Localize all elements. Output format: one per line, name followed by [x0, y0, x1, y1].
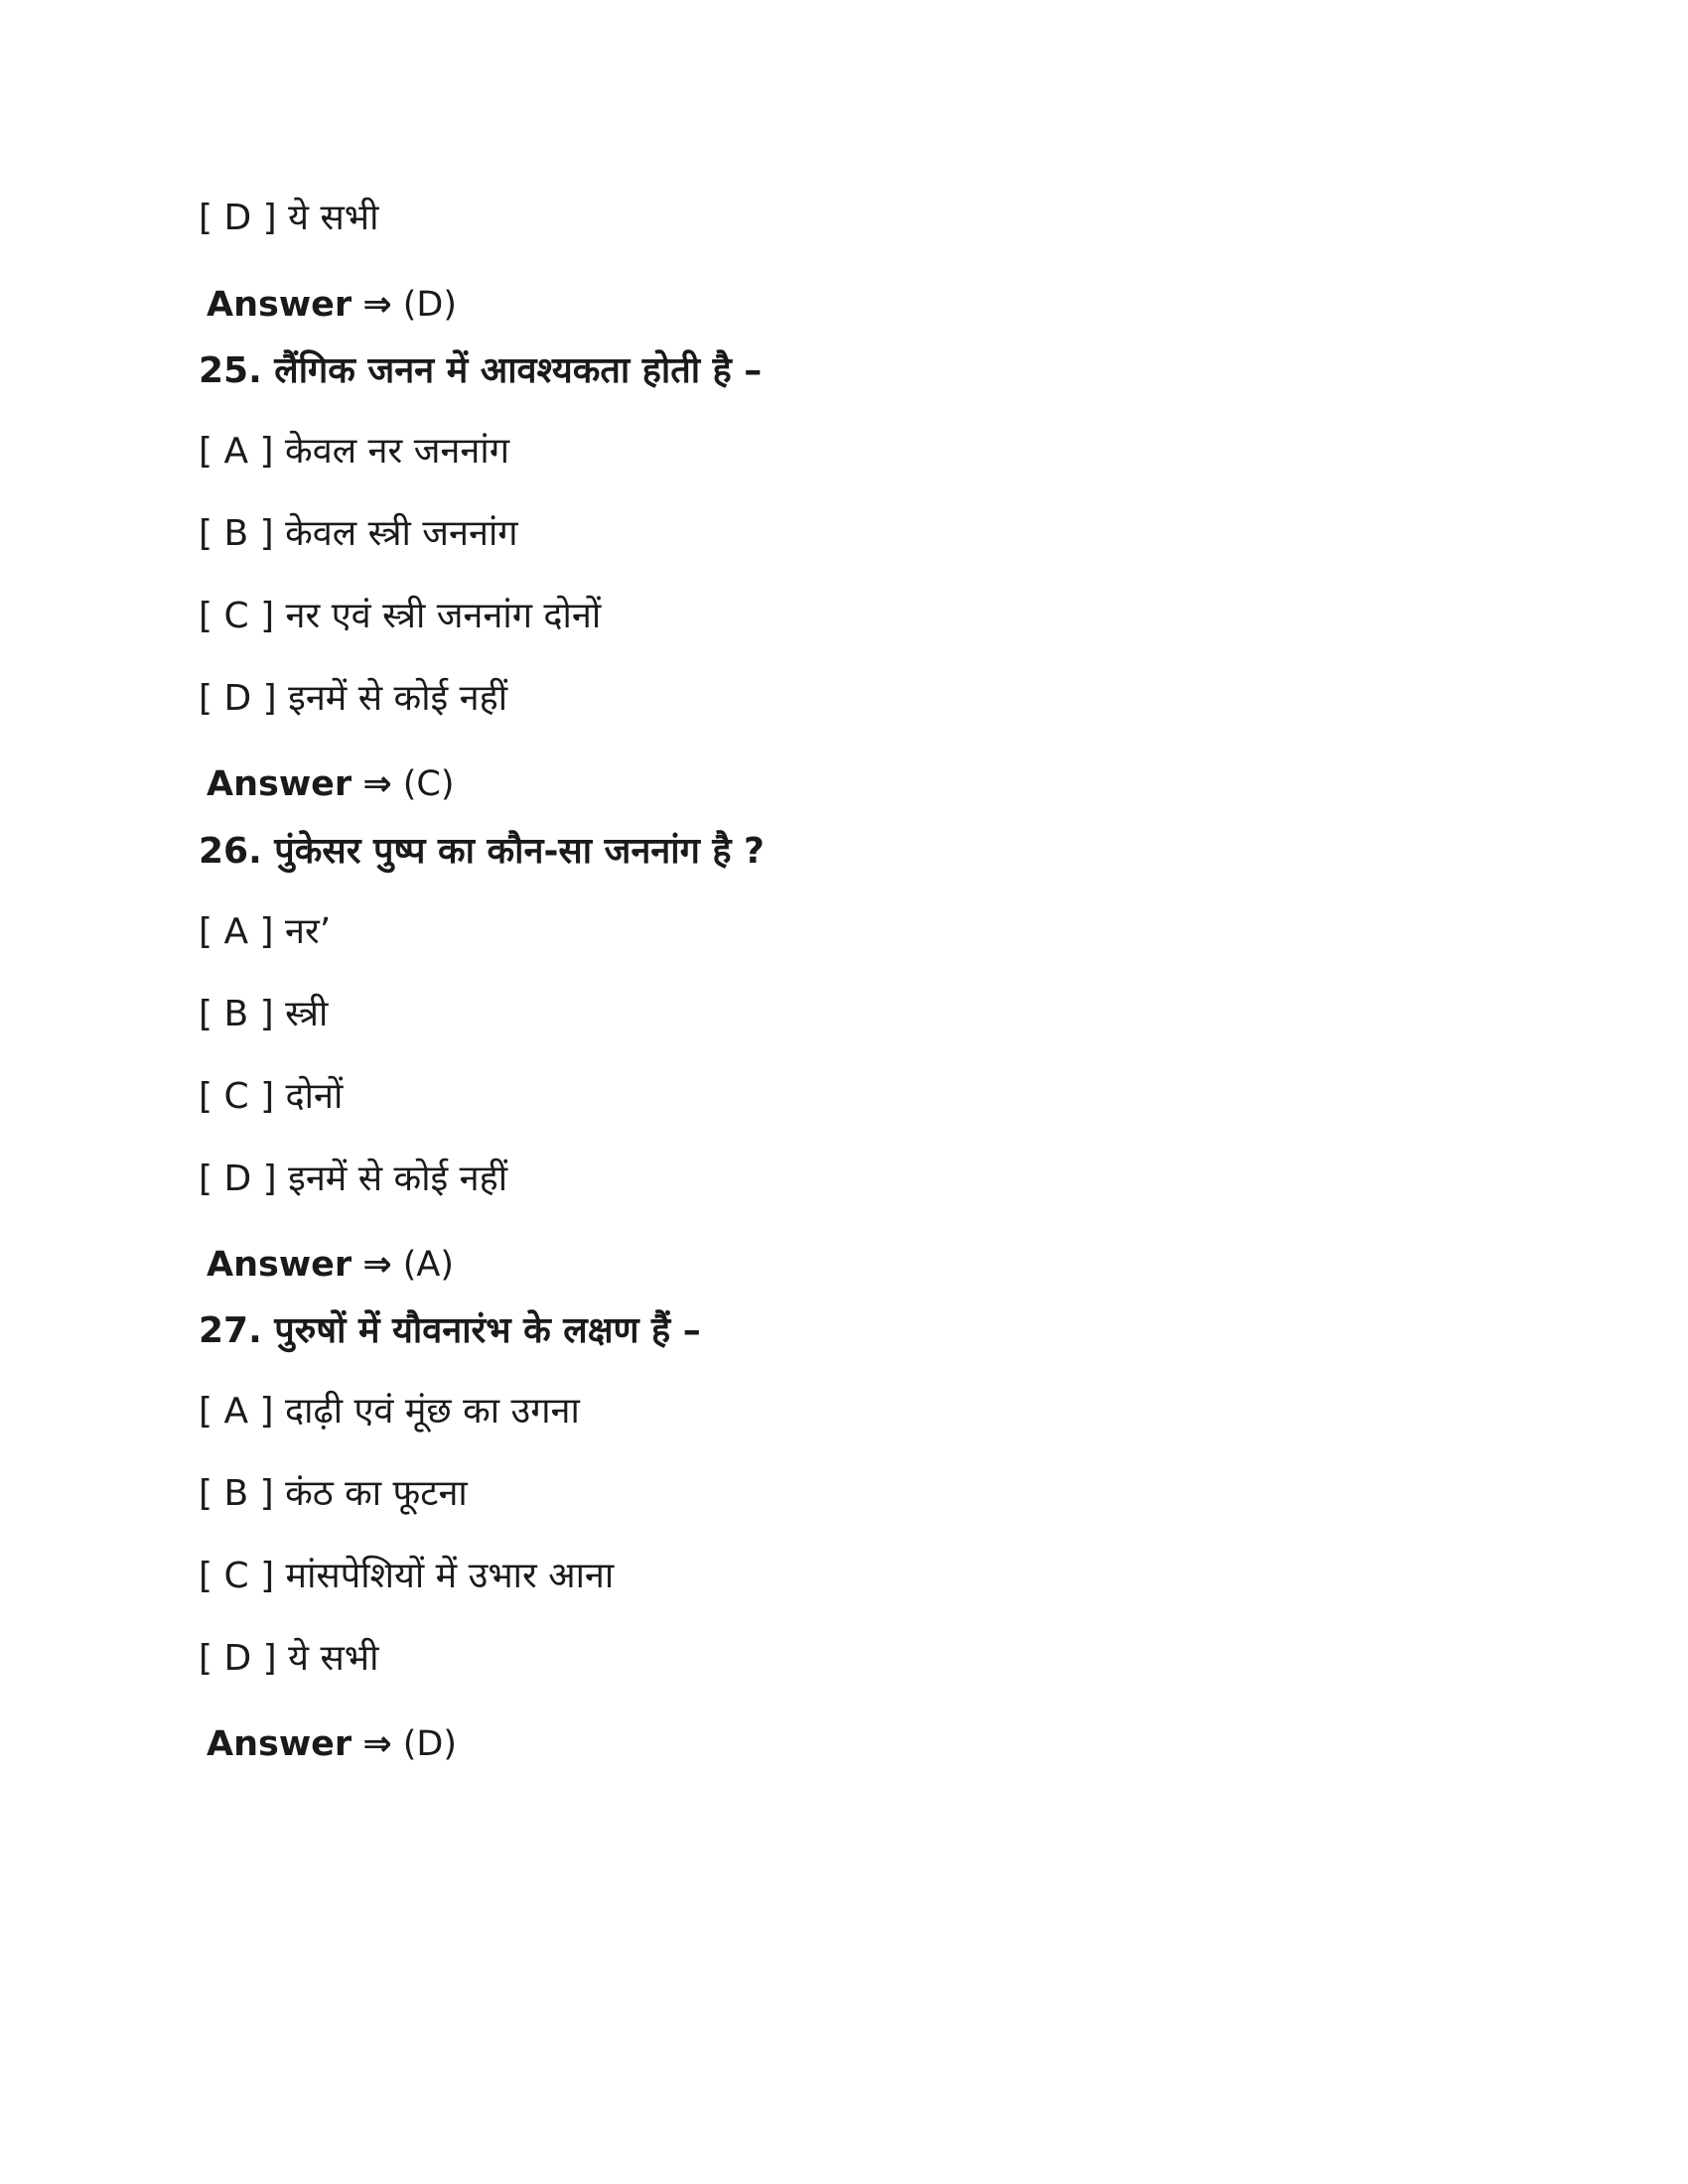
answer-label: Answer [207, 764, 352, 804]
question-27-title: 27. पुरुषों में यौवनारंभ के लक्षण हैं – [199, 1310, 701, 1351]
question-25-option-c: [ C ] नर एवं स्त्री जननांग दोनों [199, 596, 602, 636]
question-26-title: 26. पुंकेसर पुष्प का कौन-सा जननांग है ? [199, 831, 765, 872]
prev-answer [207, 285, 458, 325]
answer-label: Answer [207, 285, 352, 325]
answer-label: Answer [207, 1724, 352, 1764]
question-27-option-b: [ B ] कंठ का फूटना [199, 1473, 468, 1514]
question-26-option-d: [ D ] इनमें से कोई नहीं [199, 1159, 508, 1199]
answer-value: (C) [402, 764, 455, 804]
question-27-option-d: [ D ] ये सभी [199, 1638, 379, 1679]
question-26-option-c: [ C ] दोनों [199, 1076, 344, 1117]
question-25-option-a: [ A ] केवल नर जननांग [199, 431, 509, 472]
prev-option-d: [ D ] ये सभी [199, 198, 379, 238]
question-25-option-d: [ D ] इनमें से कोई नहीं [199, 678, 508, 719]
answer-arrow: ⇒ [362, 1245, 392, 1285]
answer-value: (D) [402, 1724, 458, 1764]
question-27-option-a: [ A ] दाढ़ी एवं मूंछ का उगना [199, 1391, 580, 1432]
question-27-answer [207, 1724, 458, 1764]
answer-arrow: ⇒ [362, 1724, 392, 1764]
question-25-option-b: [ B ] केवल स्त्री जननांग [199, 513, 518, 554]
question-25-title: 25. लैंगिक जनन में आवश्यकता होती है – [199, 350, 763, 391]
question-27-option-c: [ C ] मांसपेशियों में उभार आना [199, 1556, 615, 1596]
answer-arrow: ⇒ [362, 285, 392, 325]
question-26-answer [207, 1245, 455, 1285]
question-26-option-b: [ B ] स्त्री [199, 994, 329, 1034]
question-25-answer [207, 764, 455, 804]
answer-label: Answer [207, 1245, 352, 1285]
answer-value: (A) [402, 1245, 455, 1285]
answer-value: (D) [402, 285, 458, 325]
question-26-option-a: [ A ] नर’ [199, 911, 332, 952]
answer-arrow: ⇒ [362, 764, 392, 804]
